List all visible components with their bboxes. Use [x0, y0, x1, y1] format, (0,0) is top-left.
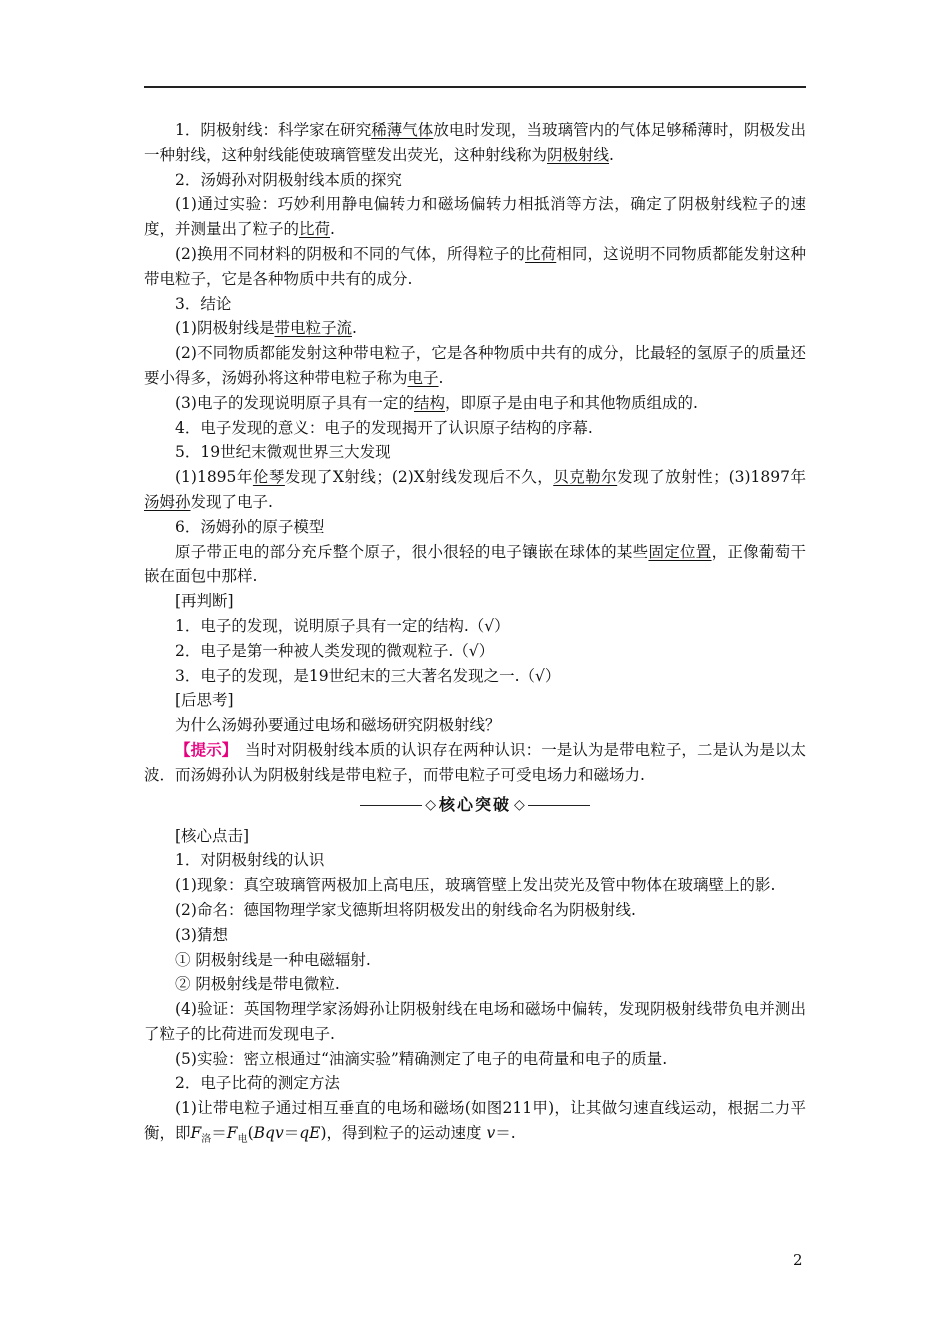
paragraph: (3)电子的发现说明原子具有一定的结构，即原子是由电子和其他物质组成的. — [175, 393, 698, 412]
bracket-label: [再判断] — [175, 592, 234, 611]
page-number: 2 — [793, 1251, 803, 1269]
paragraph: (1)通过实验：巧妙利用静电偏转力和磁场偏转力相抵消等方法，确定了阴极射线粒子的速度，并测量出了粒子的比荷. — [144, 195, 806, 239]
judgement-item: 1．电子的发现，说明原子具有一定的结构.（√） — [175, 616, 510, 635]
paragraph: (4)验证：英国物理学家汤姆孙让阴极射线在电场和磁场中偏转，发现阴极射线带负电并测出了粒子的比荷进而发现电子. — [144, 1000, 806, 1043]
heading: 5．19世纪末微观世界三大发现 — [175, 443, 391, 462]
divider-line — [528, 805, 590, 806]
paragraph: (2)命名：德国物理学家戈德斯坦将阴极发出的射线命名为阴极射线. — [175, 900, 636, 919]
paragraph: (1)现象：真空玻璃管两极加上高电压，玻璃管壁上发出荧光及管中物体在玻璃壁上的影. — [175, 876, 776, 895]
paragraph: (2)换用不同材料的阴极和不同的气体，所得粒子的比荷相同，这说明不同物质都能发射这种带电粒子，它是各种物质中共有的成分. — [144, 244, 806, 288]
page-body — [144, 118, 806, 1153]
paragraph: (3)猜想 — [175, 925, 228, 944]
judgement-item: 2．电子是第一种被人类发现的微观粒子.（√） — [175, 641, 495, 660]
paragraph: (1)让带电粒子通过相互垂直的电场和磁场(如图211甲)，让其做匀速直线运动，根据二力平衡，即$F_洛=F_电(Bqv=qE)$，得到粒子的运动速度 v＝. — [144, 1099, 806, 1146]
heading: 2．电子比荷的测定方法 — [175, 1074, 340, 1093]
list-item: ② 阴极射线是带电微粒. — [175, 975, 340, 994]
heading: 1．对阴极射线的认识 — [175, 851, 325, 870]
section-divider — [144, 790, 806, 822]
paragraph: (5)实验：密立根通过“油滴实验”精确测定了电子的电荷量和电子的质量. — [175, 1049, 668, 1068]
paragraph: (1)1895年伦琴发现了X射线；(2)X射线发现后不久，贝克勒尔发现了放射性；(3)1897年汤姆孙发现了电子. — [144, 468, 806, 511]
question: 为什么汤姆孙要通过电场和磁场研究阴极射线？ — [175, 716, 501, 735]
paragraph: 1．阴极射线：科学家在研究稀薄气体放电时发现，当玻璃管内的气体足够稀薄时，阴极发出一种射线，这种射线能使玻璃管壁发出荧光，这种射线称为阴极射线. — [144, 121, 806, 164]
heading: 3．结论 — [175, 294, 232, 313]
tip-label: 【提示】 — [175, 739, 230, 759]
diamond-icon: ◇ — [514, 797, 525, 814]
diamond-icon: ◇ — [425, 797, 436, 814]
paragraph: 4．电子发现的意义：电子的发现揭开了认识原子结构的序幕. — [175, 418, 593, 437]
heading: 6．汤姆孙的原子模型 — [175, 517, 325, 536]
section-title: 核心突破 — [438, 795, 511, 815]
header-rule — [144, 86, 806, 88]
paragraph: (1)阴极射线是带电粒子流. — [175, 319, 357, 338]
bracket-label: [后思考] — [175, 691, 234, 710]
list-item: ① 阴极射线是一种电磁辐射. — [175, 950, 371, 969]
paragraph: (2)不同物质都能发射这种带电粒子，它是各种物质中共有的成分，比最轻的氢原子的质量还要小得多，汤姆孙将这种带电粒子称为电子. — [144, 344, 806, 387]
bracket-label: [核心点击] — [175, 826, 250, 845]
paragraph: 原子带正电的部分充斥整个原子，很小很轻的电子镶嵌在球体的某些固定位置，正像葡萄干嵌在面包中那样. — [144, 542, 806, 586]
judgement-item: 3．电子的发现，是19世纪末的三大著名发现之一.（√） — [175, 666, 561, 685]
divider-line — [360, 805, 422, 806]
heading: 2．汤姆孙对阴极射线本质的探究 — [175, 170, 402, 189]
tip-paragraph: 【提示】 当时对阴极射线本质的认识存在两种认识：一是认为是带电粒子，二是认为是以太波．而汤姆孙认为阴极射线是带电粒子，而带电粒子可受电场力和磁场力. — [144, 739, 806, 784]
